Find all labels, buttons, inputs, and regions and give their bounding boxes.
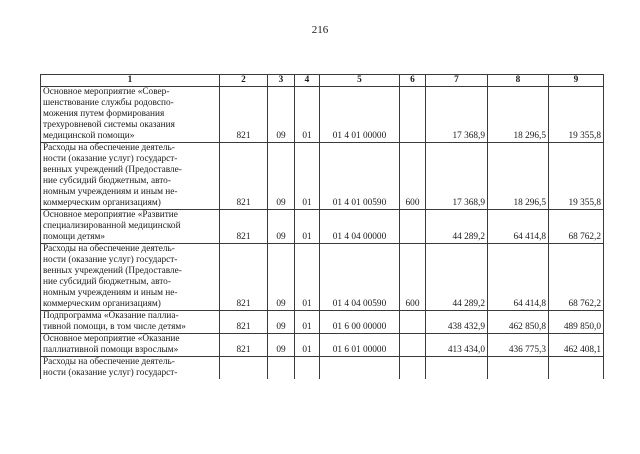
subsection-cell: 01	[295, 334, 320, 357]
row-name-line: ности (оказание услуг) государст-	[43, 368, 178, 378]
expense-kind-cell: 600	[400, 143, 426, 210]
section-cell	[268, 357, 295, 380]
subsection-cell: 01	[295, 244, 320, 311]
row-name-line: венных учреждений (Предоставле-	[43, 165, 182, 175]
row-name-line: тивной помощи, в том числе детям»	[43, 322, 186, 332]
amount-col9-cell: 462 408,1	[549, 334, 604, 357]
amount-col8-cell: 18 296,5	[488, 87, 549, 143]
amount-col9-cell: 19 355,8	[549, 87, 604, 143]
amount-col8-cell	[488, 357, 549, 380]
row-name-line: номным учреждениям и иным не-	[43, 187, 178, 197]
amount-col8-cell: 64 414,8	[488, 244, 549, 311]
header-cell: 8	[488, 75, 549, 87]
row-name-cell	[41, 87, 220, 143]
amount-col9-cell: 68 762,2	[549, 210, 604, 244]
amount-col7-cell: 413 434,0	[426, 334, 488, 357]
row-name-line: шенствование службы родовспо-	[43, 98, 174, 108]
code-cell: 821	[220, 311, 268, 334]
amount-col9-cell: 68 762,2	[549, 244, 604, 311]
subsection-cell: 01	[295, 210, 320, 244]
expense-kind-cell: 600	[400, 244, 426, 311]
header-cell: 1	[41, 75, 220, 87]
expense-kind-cell	[400, 334, 426, 357]
code-cell: 821	[220, 334, 268, 357]
section-cell: 09	[268, 87, 295, 143]
code-cell: 821	[220, 210, 268, 244]
row-name-line: помощи детям»	[43, 232, 106, 242]
row-name-cell	[41, 334, 220, 357]
row-name-line: ности (оказание услуг) государст-	[43, 154, 178, 164]
target-article-cell: 01 4 04 00000	[320, 210, 400, 244]
row-name-line: Основное мероприятие «Оказание	[43, 334, 180, 344]
row-name-line: Расходы на обеспечение деятель-	[43, 244, 175, 254]
header-cell: 7	[426, 75, 488, 87]
table-row	[41, 244, 604, 311]
table-body	[41, 87, 604, 380]
target-article-cell: 01 6 00 00000	[320, 311, 400, 334]
amount-col9-cell: 19 355,8	[549, 143, 604, 210]
target-article-cell: 01 4 01 00000	[320, 87, 400, 143]
expense-kind-cell	[400, 311, 426, 334]
subsection-cell: 01	[295, 311, 320, 334]
amount-col7-cell: 17 368,9	[426, 143, 488, 210]
amount-col8-cell: 18 296,5	[488, 143, 549, 210]
row-name-line: можения путем формирования	[43, 109, 165, 119]
row-name-cell	[41, 210, 220, 244]
section-cell: 09	[268, 143, 295, 210]
target-article-cell	[320, 357, 400, 380]
amount-col9-cell: 489 850,0	[549, 311, 604, 334]
row-name-line: номным учреждениям и иным не-	[43, 288, 178, 298]
expense-kind-cell	[400, 87, 426, 143]
amount-col7-cell: 44 289,2	[426, 210, 488, 244]
subsection-cell: 01	[295, 143, 320, 210]
amount-col7-cell: 44 289,2	[426, 244, 488, 311]
row-name-line: Основное мероприятие «Развитие	[43, 210, 178, 220]
row-name-line: специализированной медицинской	[43, 221, 181, 231]
budget-table	[40, 74, 604, 379]
row-name-line: Основное мероприятие «Совер-	[43, 87, 170, 97]
row-name-line: ности (оказание услуг) государст-	[43, 255, 178, 265]
header-cell: 6	[400, 75, 426, 87]
code-cell: 821	[220, 244, 268, 311]
row-name-line: трехуровневой системы оказания	[43, 120, 175, 130]
row-name-line: паллиативной помощи взрослым»	[43, 345, 179, 355]
amount-col8-cell: 462 850,8	[488, 311, 549, 334]
subsection-cell: 01	[295, 87, 320, 143]
table-row	[41, 357, 604, 380]
amount-col8-cell: 436 775,3	[488, 334, 549, 357]
amount-col7-cell: 17 368,9	[426, 87, 488, 143]
row-name-cell	[41, 357, 220, 380]
row-name-line: ние субсидий бюджетным, авто-	[43, 277, 171, 287]
amount-col7-cell	[426, 357, 488, 380]
table-row	[41, 210, 604, 244]
row-name-line: медицинской помощи»	[43, 131, 135, 141]
target-article-cell: 01 4 01 00590	[320, 143, 400, 210]
code-cell: 821	[220, 143, 268, 210]
table-row	[41, 87, 604, 143]
code-cell: 821	[220, 87, 268, 143]
header-cell: 5	[320, 75, 400, 87]
row-name-line: коммерческим организациям)	[43, 299, 161, 309]
row-name-line: коммерческим организациям)	[43, 198, 161, 208]
row-name-line: ние субсидий бюджетным, авто-	[43, 176, 171, 186]
header-cell: 9	[549, 75, 604, 87]
table-row	[41, 143, 604, 210]
amount-col9-cell	[549, 357, 604, 380]
page-number: 216	[311, 24, 329, 36]
target-article-cell: 01 4 04 00590	[320, 244, 400, 311]
amount-col7-cell: 438 432,9	[426, 311, 488, 334]
row-name-line: венных учреждений (Предоставле-	[43, 266, 182, 276]
header-cell: 4	[295, 75, 320, 87]
expense-kind-cell	[400, 357, 426, 380]
row-name-line: Расходы на обеспечение деятель-	[43, 357, 175, 367]
section-cell: 09	[268, 311, 295, 334]
table-row	[41, 311, 604, 334]
row-name-cell	[41, 311, 220, 334]
table-row	[41, 334, 604, 357]
header-cell: 2	[220, 75, 268, 87]
row-name-cell	[41, 244, 220, 311]
row-name-cell	[41, 143, 220, 210]
subsection-cell	[295, 357, 320, 380]
row-name-line: Расходы на обеспечение деятель-	[43, 143, 175, 153]
section-cell: 09	[268, 210, 295, 244]
header-row	[41, 75, 604, 87]
code-cell	[220, 357, 268, 380]
expense-kind-cell	[400, 210, 426, 244]
amount-col8-cell: 64 414,8	[488, 210, 549, 244]
header-cell: 3	[268, 75, 295, 87]
section-cell: 09	[268, 244, 295, 311]
row-name-line: Подпрограмма «Оказание паллиа-	[43, 311, 179, 321]
section-cell: 09	[268, 334, 295, 357]
target-article-cell: 01 6 01 00000	[320, 334, 400, 357]
